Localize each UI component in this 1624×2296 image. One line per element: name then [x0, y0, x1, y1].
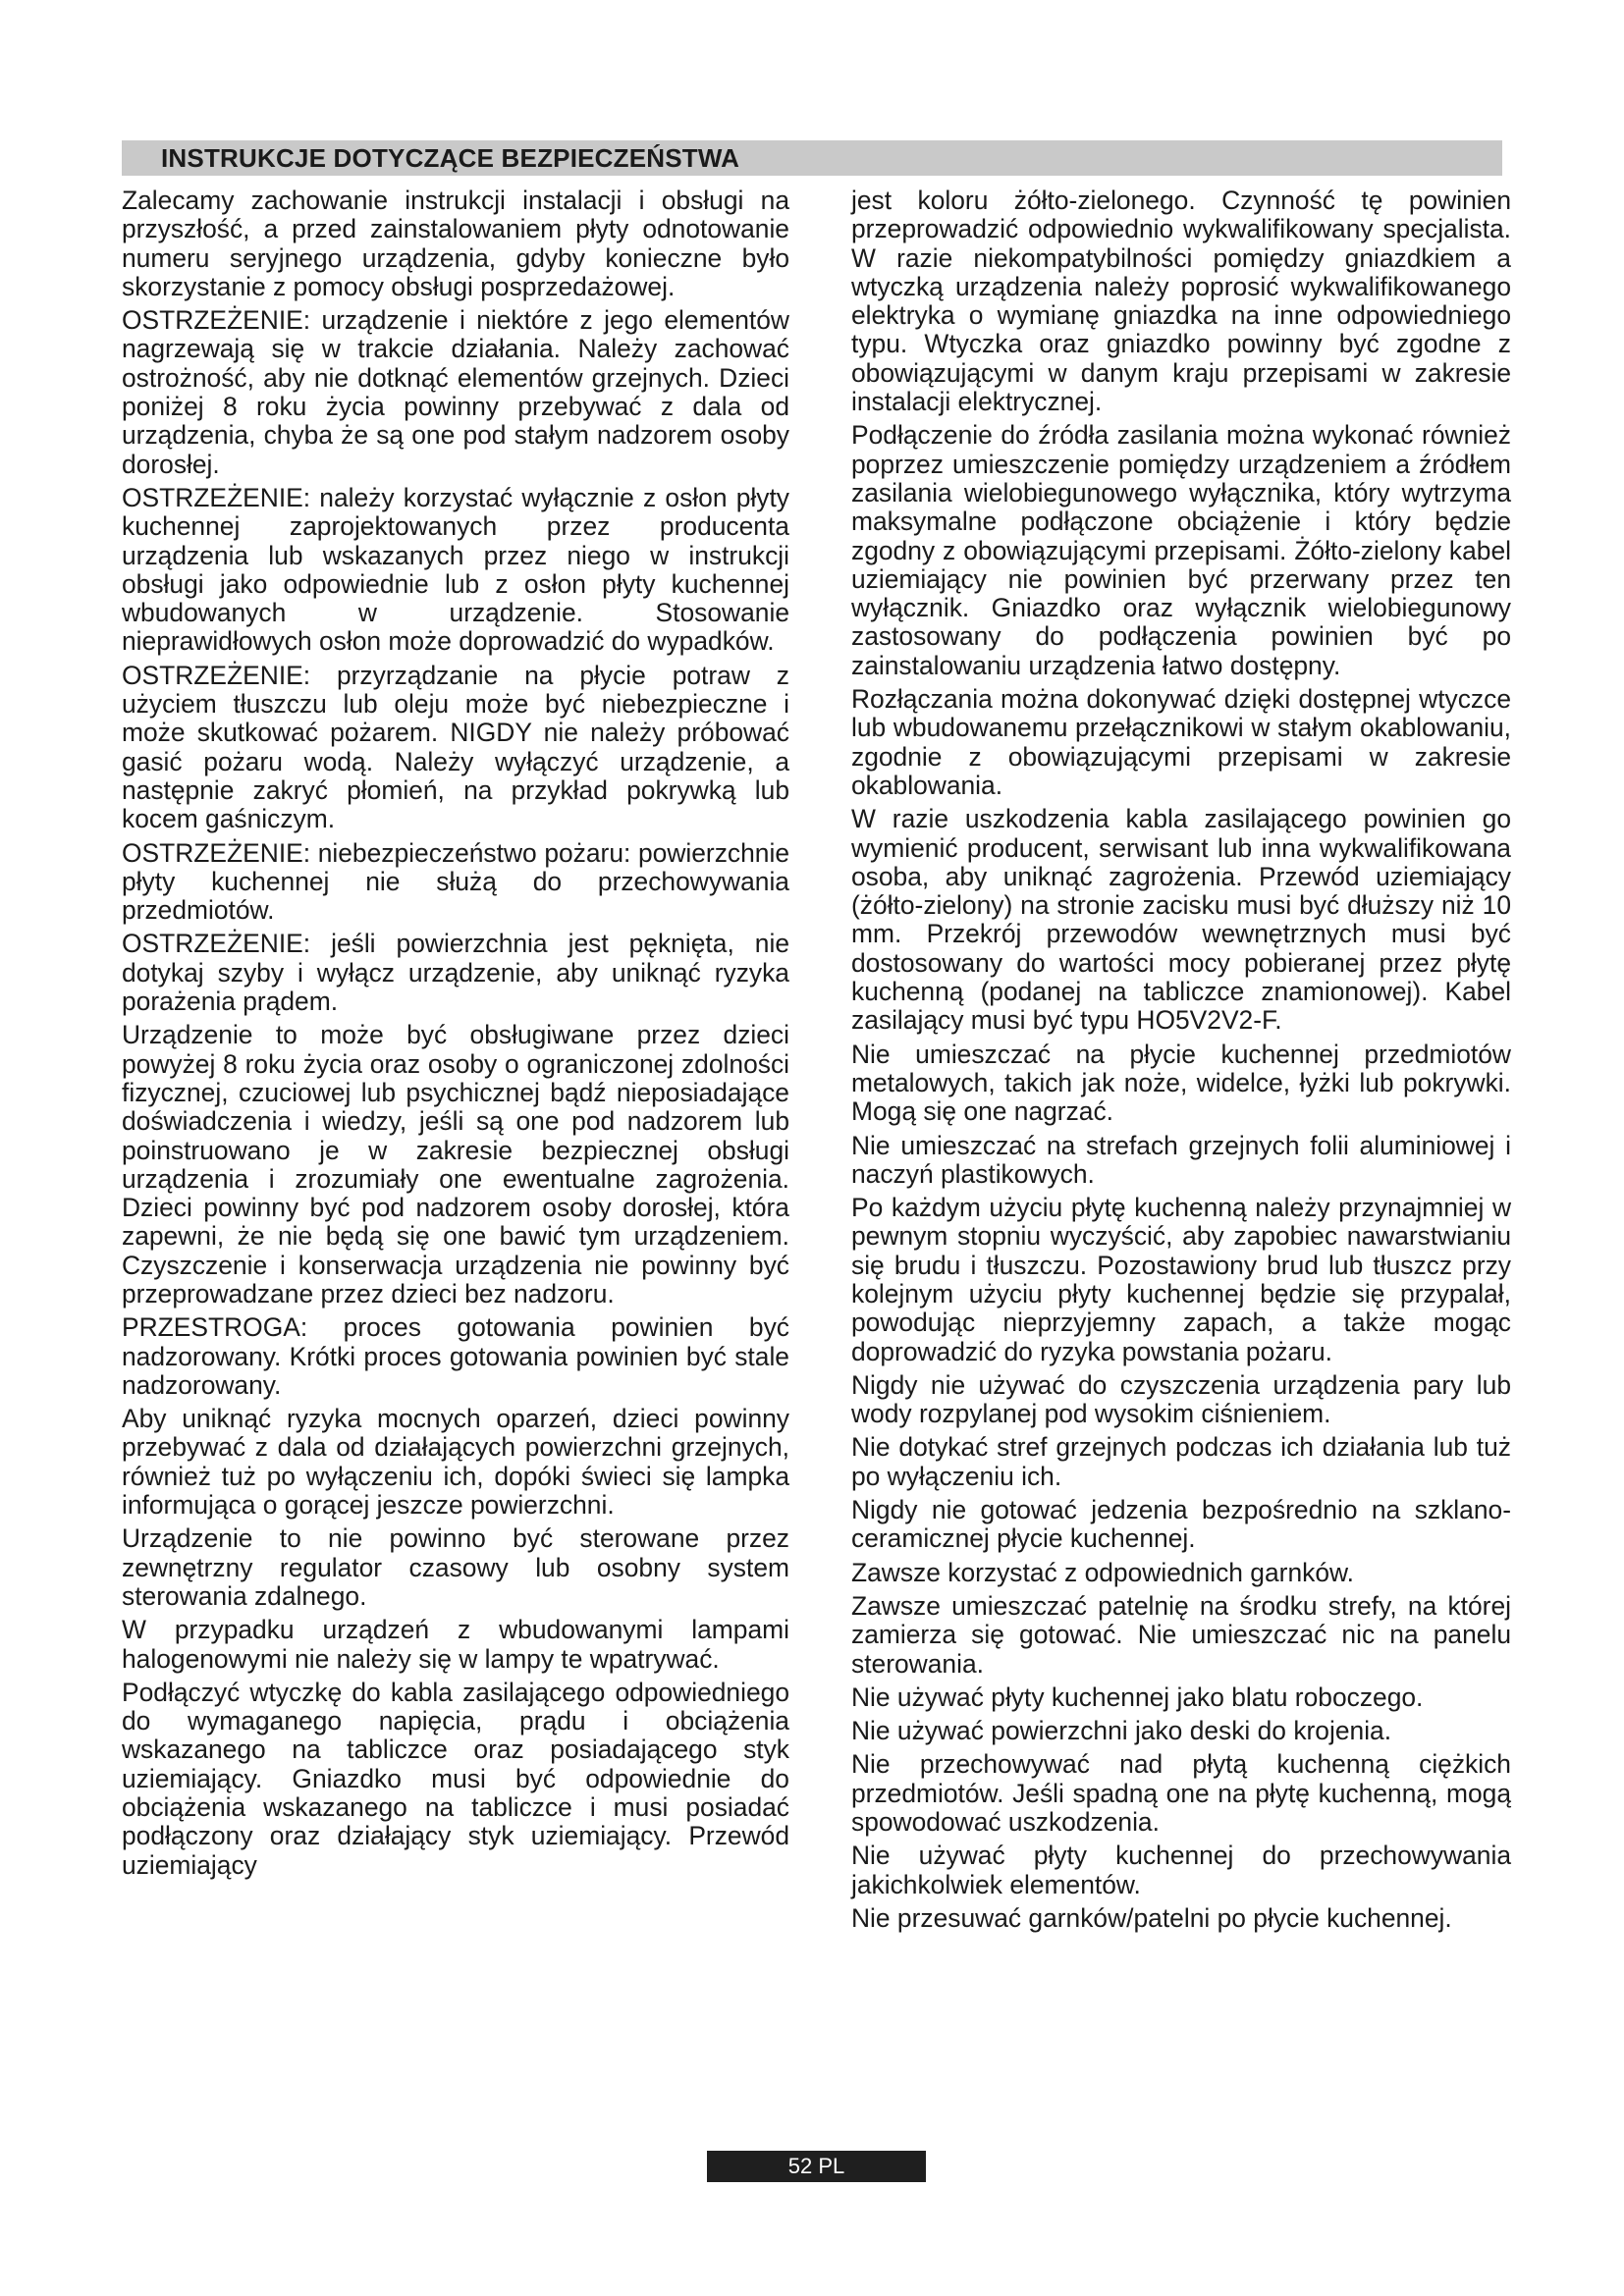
paragraph: Urządzenie to nie powinno być sterowane przez zewnętrzny regulator czasowy lub osobny system sterowania zdalnego.	[122, 1523, 789, 1611]
paragraph: Nie przesuwać garnków/patelni po płycie kuchennej.	[851, 1902, 1452, 1933]
paragraph: Podłączyć wtyczkę do kabla zasilającego odpowiedniego do wymaganego napięcia, prądu i obciążenia wskazanego na tabliczce oraz posiadającego styk uziemiający. Gniazdko musi być odpowiednie do obciążenia wskazanego na tabliczce i musi posiadać podłączony oraz działający styk uziemiający. Przewód uziemiający	[122, 1677, 789, 1880]
paragraph: Nigdy nie używać do czyszczenia urządzenia pary lub wody rozpylanej pod wysokim ciśnieniem.	[851, 1369, 1511, 1429]
paragraph: Urządzenie to może być obsługiwane przez dzieci powyżej 8 roku życia oraz osoby o ograniczonej zdolności fizycznej, czuciowej lub psychicznej bądź nieposiadające doświadczenia i wiedzy, jeśli są one pod nadzorem lub poinstruowano je w zakresie bezpiecznej obsługi urządzenia i zrozumiały one ewentualne zagrożenia. Dzieci powinny być pod nadzorem osoby dorosłej, która zapewni, że nie będą się one bawić tym urządzeniem. Czyszczenie i konserwacja urządzenia nie powinny być przeprowadzane przez dzieci bez nadzoru.	[122, 1020, 789, 1308]
paragraph: Nie umieszczać na strefach grzejnych folii aluminiowej i naczyń plastikowych.	[851, 1130, 1511, 1189]
paragraph: Nie dotykać stref grzejnych podczas ich działania lub tuż po wyłączeniu ich.	[851, 1432, 1511, 1491]
paragraph: OSTRZEŻENIE: przyrządzanie na płycie potraw z użyciem tłuszczu lub oleju może być niebezpieczne i może skutkować pożarem. NIGDY nie należy próbować gasić pożaru wodą. Należy wyłączyć urządzenie, a następnie zakryć płomień, na przykład pokrywką lub kocem gaśniczym.	[122, 660, 789, 834]
paragraph: Po każdym użyciu płytę kuchenną należy przynajmniej w pewnym stopniu wyczyścić, aby zapobiec nawarstwianiu się brudu i tłuszczu. Pozostawiony brud lub tłuszcz przy kolejnym użyciu płyty kuchennej będzie się przypalał, powodując nieprzyjemny zapach, a także mogąc doprowadzić do ryzyka powstania pożaru.	[851, 1193, 1511, 1366]
paragraph: OSTRZEŻENIE: urządzenie i niektóre z jego elementów nagrzewają się w trakcie działania. Należy zachować ostrożność, aby nie dotknąć elementów grzejnych. Dzieci poniżej 8 roku życia powinny przebywać z dala od urządzenia, chyba że są one pod stałym nadzorem osoby dorosłej.	[122, 305, 789, 479]
paragraph: Rozłączania można dokonywać dzięki dostępnej wtyczce lub wbudowanemu przełącznikowi w stałym okablowaniu, zgodnie z obowiązującymi przepisami w zakresie okablowania.	[851, 684, 1511, 800]
paragraph: PRZESTROGA: proces gotowania powinien być nadzorowany. Krótki proces gotowania powinien być stale nadzorowany.	[122, 1312, 789, 1400]
section-header-bar	[122, 140, 1502, 176]
paragraph: Zawsze umieszczać patelnię na środku strefy, na której zamierza się gotować. Nie umieszczać nic na panelu sterowania.	[851, 1590, 1511, 1679]
paragraph: Aby uniknąć ryzyka mocnych oparzeń, dzieci powinny przebywać z dala od działających powierzchni grzejnych, również tuż po wyłączeniu ich, dopóki świeci się lampka informująca o gorącej jeszcze powierzchni.	[122, 1404, 789, 1521]
paragraph: Nie używać płyty kuchennej jako blatu roboczego.	[851, 1682, 1424, 1712]
paragraph: Zalecamy zachowanie instrukcji instalacji i obsługi na przyszłość, a przed zainstalowaniem płyty odnotowanie numeru seryjnego urządzenia, gdyby konieczne było skorzystanie z pomocy obsługi posprzedażowej.	[122, 186, 789, 301]
paragraph: Nigdy nie gotować jedzenia bezpośrednio na szklano-ceramicznej płycie kuchennej.	[851, 1495, 1511, 1554]
paragraph: OSTRZEŻENIE: niebezpieczeństwo pożaru: powierzchnie płyty kuchennej nie służą do przechowywania przedmiotów.	[122, 837, 789, 926]
paragraph: W przypadku urządzeń z wbudowanymi lampami halogenowymi nie należy się w lampy te wpatrywać.	[122, 1615, 789, 1674]
page-number-badge	[707, 2151, 926, 2182]
paragraph: OSTRZEŻENIE: jeśli powierzchnia jest pęknięta, nie dotykaj szyby i wyłącz urządzenie, aby uniknąć ryzyka porażenia prądem.	[122, 929, 789, 1017]
paragraph: W razie uszkodzenia kabla zasilającego powinien go wymienić producent, serwisant lub inna wykwalifikowana osoba, aby uniknąć zagrożenia. Przewód uziemiający (żółto-zielony) na stronie zacisku musi być dłuższy niż 10 mm. Przekrój przewodów wewnętrznych musi być dostosowany do wartości mocy pobieranej przez płytę kuchenną (podanej na tabliczce znamionowej). Kabel zasilający musi być typu HO5V2V2-F.	[851, 804, 1511, 1036]
paragraph: Nie umieszczać na płycie kuchennej przedmiotów metalowych, takich jak noże, widelce, łyżki lub pokrywki. Mogą się one nagrzać.	[851, 1039, 1511, 1127]
paragraph: Nie przechowywać nad płytą kuchenną ciężkich przedmiotów. Jeśli spadną one na płytę kuchenną, mogą spowodować uszkodzenia.	[851, 1749, 1511, 1838]
paragraph: Zawsze korzystać z odpowiednich garnków.	[851, 1557, 1354, 1587]
section-title: INSTRUKCJE DOTYCZĄCE BEZPIECZEŃSTWA	[161, 143, 740, 173]
right-column	[851, 187, 1511, 1938]
paragraph: jest koloru żółto-zielonego. Czynność tę powinien przeprowadzić odpowiednio wykwalifikowany specjalista. W razie niekompatybilności pomiędzy gniazdkiem a wtyczką urządzenia należy poprosić wykwalifikowanego elektryka o wymianę gniazdka na inne odpowiedniego typu. Wtyczka oraz gniazdko powinny być zgodne z obowiązującymi w danym kraju przepisami w zakresie instalacji elektrycznej.	[851, 186, 1511, 417]
left-column	[122, 187, 789, 1885]
paragraph: Nie używać powierzchni jako deski do krojenia.	[851, 1716, 1392, 1746]
paragraph: Podłączenie do źródła zasilania można wykonać również poprzez umieszczenie pomiędzy urządzeniem a źródłem zasilania wielobiegunowego wyłącznika, który wytrzyma maksymalne podłączone obciążenie i który będzie zgodny z obowiązującymi przepisami. Żółto-zielony kabel uziemiający nie powinien być przerwany przez ten wyłącznik. Gniazdko oraz wyłącznik wielobiegunowy zastosowany do podłączenia powinien być po zainstalowaniu urządzenia łatwo dostępny.	[851, 420, 1511, 680]
page-number: 52 PL	[787, 2154, 845, 2178]
paragraph: Nie używać płyty kuchennej do przechowywania jakichkolwiek elementów.	[851, 1841, 1511, 1899]
paragraph: OSTRZEŻENIE: należy korzystać wyłącznie z osłon płyty kuchennej zaprojektowanych przez producenta urządzenia lub wskazanych przez niego w instrukcji obsługi jako odpowiednie lub z osłon płyty kuchennej wbudowanych w urządzenie. Stosowanie nieprawidłowych osłon może doprowadzić do wypadków.	[122, 482, 789, 657]
